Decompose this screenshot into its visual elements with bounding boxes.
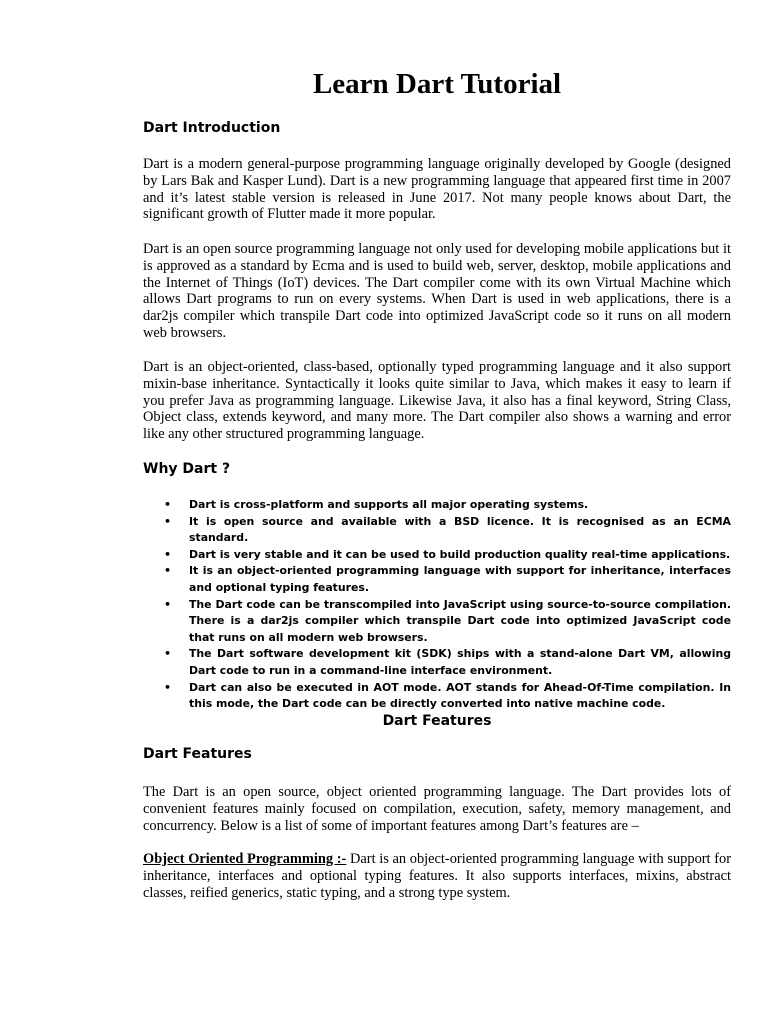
intro-paragraph-1: Dart is a modern general-purpose programming language originally developed by Google (designed by Lars Bak and Kasper Lund). Dart is a new programming language that appeared first time in 2007 and it’s latest stable version is released in June 2017. Not many people knows about Dart, the significant growth of Flutter made it more popular.: [143, 156, 731, 223]
why-dart-list: [143, 497, 731, 713]
list-item: • It is an object-oriented programming language with support for inheritance, interfaces and optional typing features.: [143, 563, 731, 596]
list-item: • Dart is cross-platform and supports all major operating systems.: [143, 497, 731, 514]
intro-paragraph-3: Dart is an object-oriented, class-based, optionally typed programming language and it also support mixin-base inheritance. Syntactically it looks quite similar to Java, which makes it easy to learn if you prefer Java as programming language. Likewise Java, it also has a final keyword, String Class, Object class, extends keyword, and many more. The Dart compiler also shows a warning and error like any other structured programming language.: [143, 359, 731, 443]
list-item: • Dart can also be executed in AOT mode. AOT stands for Ahead-Of-Time compilation. In this mode, the Dart code can be directly converted into native machine code.: [143, 680, 731, 713]
features-paragraph: The Dart is an open source, object oriented programming language. The Dart provides lots of convenient features mainly focused on compilation, execution, safety, memory management, and concurrency. Below is a list of some of important features among Dart’s features are –: [143, 784, 731, 834]
list-item: • The Dart software development kit (SDK) ships with a stand-alone Dart VM, allowing Dart code to run in a command-line interface environment.: [143, 646, 731, 679]
page-title: Learn Dart Tutorial: [312, 68, 562, 100]
oop-text: Dart is an object-oriented programming language with support for inheritance, interfaces and optional typing features. It also supports interfaces, mixins, abstract classes, reified generics, static typing, and a strong type system.: [143, 851, 731, 901]
why-dart-heading: Why Dart ?: [143, 461, 231, 477]
features-heading: Dart Features: [143, 746, 252, 762]
list-item: • Dart is very stable and it can be used to build production quality real-time applications.: [143, 547, 731, 564]
features-center-heading: Dart Features: [382, 713, 492, 729]
list-item: • It is open source and available with a BSD licence. It is recognised as an ECMA standard.: [143, 514, 731, 547]
oop-paragraph: [143, 851, 731, 901]
list-item: • The Dart code can be transcompiled into JavaScript using source-to-source compilation. There is a dar2js compiler which transpile Dart code into optimized JavaScript code that runs on all modern web browsers.: [143, 597, 731, 647]
intro-heading: Dart Introduction: [143, 120, 281, 136]
intro-paragraph-2: Dart is an open source programming language not only used for developing mobile applications but it is approved as a standard by Ecma and is used to build web, server, desktop, mobile applications and the Internet of Things (IoT) devices. The Dart compiler come with its own Virtual Machine which allows Dart programs to run on every systems. When Dart is used in web applications, there is a dar2js compiler which transpile Dart code into optimized JavaScript code so it runs on all modern web browsers.: [143, 241, 731, 341]
oop-term: Object Oriented Programming :-: [143, 851, 347, 867]
